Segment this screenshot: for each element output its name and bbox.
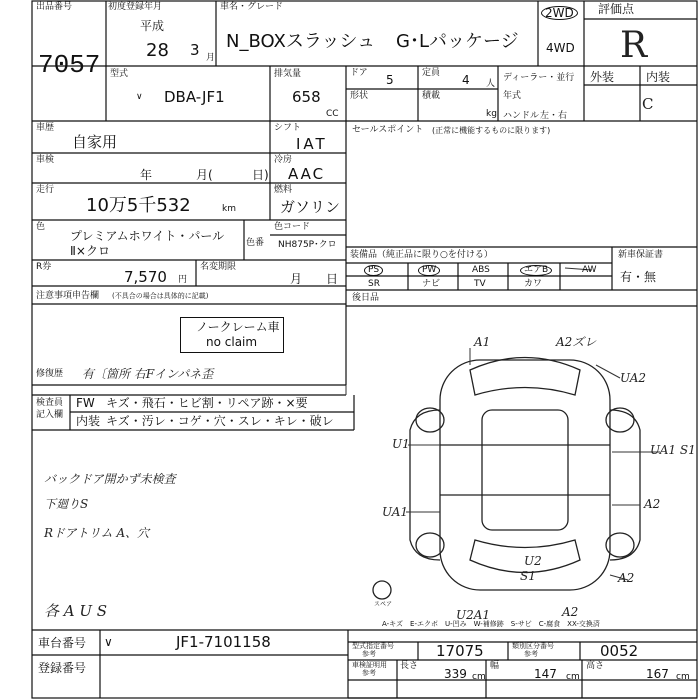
dmg-rear-bumper-right: A2 (562, 605, 579, 619)
type-label: 型式 (110, 69, 129, 79)
inspection-month: 月( (196, 168, 213, 182)
equip-tv: TV (474, 279, 486, 289)
use-value: 自家用 (72, 133, 118, 151)
chassis-label: 車台番号 (38, 636, 87, 650)
lot-label: 出品番号 (36, 2, 73, 12)
sales-point-label: セールスポイント (352, 125, 424, 135)
regexp-label: 名変期限 (200, 262, 237, 272)
recycle-value: 7,570 (124, 268, 167, 286)
equip-navi: ナビ (422, 279, 441, 289)
handle-value: 左・右 (540, 111, 568, 121)
cert-sub: 参考 (362, 669, 376, 677)
width-value: 147 (534, 667, 557, 681)
repair-note: 有〔箇所 右Fインパネ歪 (82, 367, 214, 381)
height-value: 167 (646, 667, 669, 681)
dmg-right-rear: A2 (644, 497, 661, 511)
equip-leather: カワ (524, 279, 543, 289)
color-value: プレミアムホワイト・パールⅡ×クロ (70, 229, 225, 258)
car-name: N_BOXスラッシュ (226, 31, 376, 52)
regexp-day: 日 (326, 272, 339, 286)
drive-4wd: 4WD (546, 41, 575, 55)
inspect-interior: 内装 (76, 414, 101, 428)
inspect-fw-items: キズ・飛石・ヒビ割・リペア跡・×要 (106, 396, 308, 410)
inspection-year: 年 (140, 168, 153, 182)
dmg-front-right: A2ズレ (556, 335, 597, 349)
dmg-left-rear: UA1 (382, 505, 409, 519)
load-unit: kg (486, 109, 497, 119)
mileage-value: 10万5千532 (86, 195, 191, 216)
capacity-label: 定員 (422, 68, 441, 78)
dmg-front-left: A1 (474, 335, 491, 349)
regexp-month: 月 (290, 272, 303, 286)
dmg-rear-bumper: U2A1 (456, 608, 491, 622)
retrofit-label: 後日品 (352, 293, 380, 303)
class-number: 0052 (600, 642, 639, 660)
equip-airbag: エアB (520, 265, 552, 276)
class-label: 類別区分番号 (512, 642, 554, 650)
mileage-unit: km (222, 204, 236, 214)
mileage-label: 走行 (36, 185, 55, 195)
equip-ps: PS (364, 265, 383, 276)
damage-legend: A-キズ E-エクボ U-凹み W-補修跡 S-サビ C-腐食 XX-交換済 (382, 620, 600, 628)
model-year-label: 年式 (503, 91, 522, 101)
stamp-japanese: ノークレーム車 (196, 320, 280, 334)
era: 平成 (140, 19, 165, 33)
capacity: 4 (462, 73, 470, 87)
color-code-label: 色コード (274, 222, 311, 232)
equip-abs: ABS (472, 265, 490, 275)
reg-year: 28 (146, 40, 169, 61)
model-spec-label: 型式指定番号 (352, 642, 394, 650)
equip-aw: AW (582, 265, 597, 275)
spare-label: スペア (374, 601, 393, 608)
door-count: 5 (386, 73, 394, 87)
stamp-english: no claim (206, 335, 258, 349)
use-label: 車歴 (36, 123, 55, 133)
inspect-interior-items: キズ・汚レ・コゲ・穴・スレ・キレ・破レ (106, 414, 334, 428)
fuel-label: 燃料 (274, 185, 293, 195)
equipment-title: 装備品（純正品に限り○を付ける） (350, 250, 493, 260)
inspection-label: 車検 (36, 155, 55, 165)
recycle-unit: 円 (178, 275, 188, 285)
dmg-right-mid: UA1 S1 (650, 443, 696, 457)
interior-label: 内装 (646, 70, 671, 84)
width-unit: cm (566, 672, 580, 682)
inspection-day: 日) (252, 168, 269, 182)
model-type: DBA-JF1 (164, 88, 225, 106)
dealer-label: ディーラー・並行 (503, 73, 575, 83)
repair-label: 修復歴 (36, 369, 64, 379)
recycle-label: R券 (36, 262, 52, 272)
handle-label: ハンドル (503, 111, 540, 121)
equip-pw: PW (418, 265, 440, 276)
shape-label: 形状 (350, 91, 369, 101)
registration-no-label: 登録番号 (38, 661, 87, 675)
grade: G･Lパッケージ (396, 31, 519, 52)
class-sub: 参考 (524, 650, 538, 658)
dmg-rear-right: A2 (618, 571, 635, 585)
height-unit: cm (676, 672, 690, 682)
score-value: R (620, 25, 648, 66)
drive-2wd: 2WD (541, 6, 578, 20)
equip-sr: SR (368, 279, 380, 289)
month-unit: 月 (206, 53, 216, 63)
ac-label: 冷房 (274, 155, 293, 165)
warranty-value: 有・無 (620, 270, 657, 284)
notes-subtitle: (不具合の場合は具体的に記載) (112, 292, 209, 300)
door-label: ドア (350, 68, 368, 78)
score-label: 評価点 (598, 2, 635, 16)
cc-label: 排気量 (274, 69, 302, 79)
shift-value: IAT (296, 135, 328, 153)
dmg-right-front: UA2 (620, 371, 647, 385)
registration-label: 初度登録年月 (108, 2, 163, 12)
model-label: 車名・グレード (220, 2, 284, 12)
model-spec-sub: 参考 (362, 650, 376, 658)
inspect-fw: FW (76, 396, 95, 410)
exterior-label: 外装 (590, 70, 615, 84)
type-check: ∨ (136, 92, 143, 102)
cc-unit: CC (326, 109, 339, 119)
lot-number: 7057 (38, 50, 101, 80)
shift-label: シフト (274, 123, 302, 133)
length-label: 長さ (400, 661, 419, 671)
reg-month: 3 (190, 41, 200, 59)
color-label: 色 (36, 222, 46, 232)
displacement: 658 (292, 88, 321, 106)
chassis-check: ∨ (104, 635, 113, 649)
fuel-value: ガソリン (280, 198, 341, 216)
cert-label: 車検証明用 (352, 661, 387, 669)
color-no-label: 色番 (246, 238, 265, 248)
handwritten-note-4: 各 A U S (44, 602, 108, 620)
dmg-rear-s1: S1 (520, 569, 536, 583)
interior-score: C (642, 95, 654, 113)
height-label: 高さ (586, 661, 605, 671)
handwritten-note-1: バックドア開かず未検査 (44, 472, 176, 486)
length-unit: cm (472, 672, 486, 682)
ac-value: AAC (288, 165, 326, 183)
notes-title: 注意事項申告欄 (36, 291, 100, 301)
capacity-unit: 人 (486, 79, 496, 89)
car-body-diagram (373, 358, 640, 600)
handwritten-note-3: Rドアトリム A、穴 (44, 526, 150, 540)
color-code: NH875P･クロ (278, 240, 337, 250)
load-label: 積載 (422, 91, 441, 101)
sales-point-note: (正常に機能するものに限ります) (432, 126, 551, 135)
model-spec-number: 17075 (436, 642, 484, 660)
dmg-rear-u2: U2 (524, 554, 542, 568)
handwritten-note-2: 下廻りS (44, 497, 89, 511)
width-label: 幅 (490, 661, 500, 671)
chassis-number: JF1-7101158 (176, 633, 271, 651)
length-value: 339 (444, 667, 467, 681)
warranty-label: 新車保証書 (618, 250, 664, 260)
dmg-left-mid: U1 (392, 437, 410, 451)
inspector-label: 検査員記入欄 (36, 398, 64, 420)
